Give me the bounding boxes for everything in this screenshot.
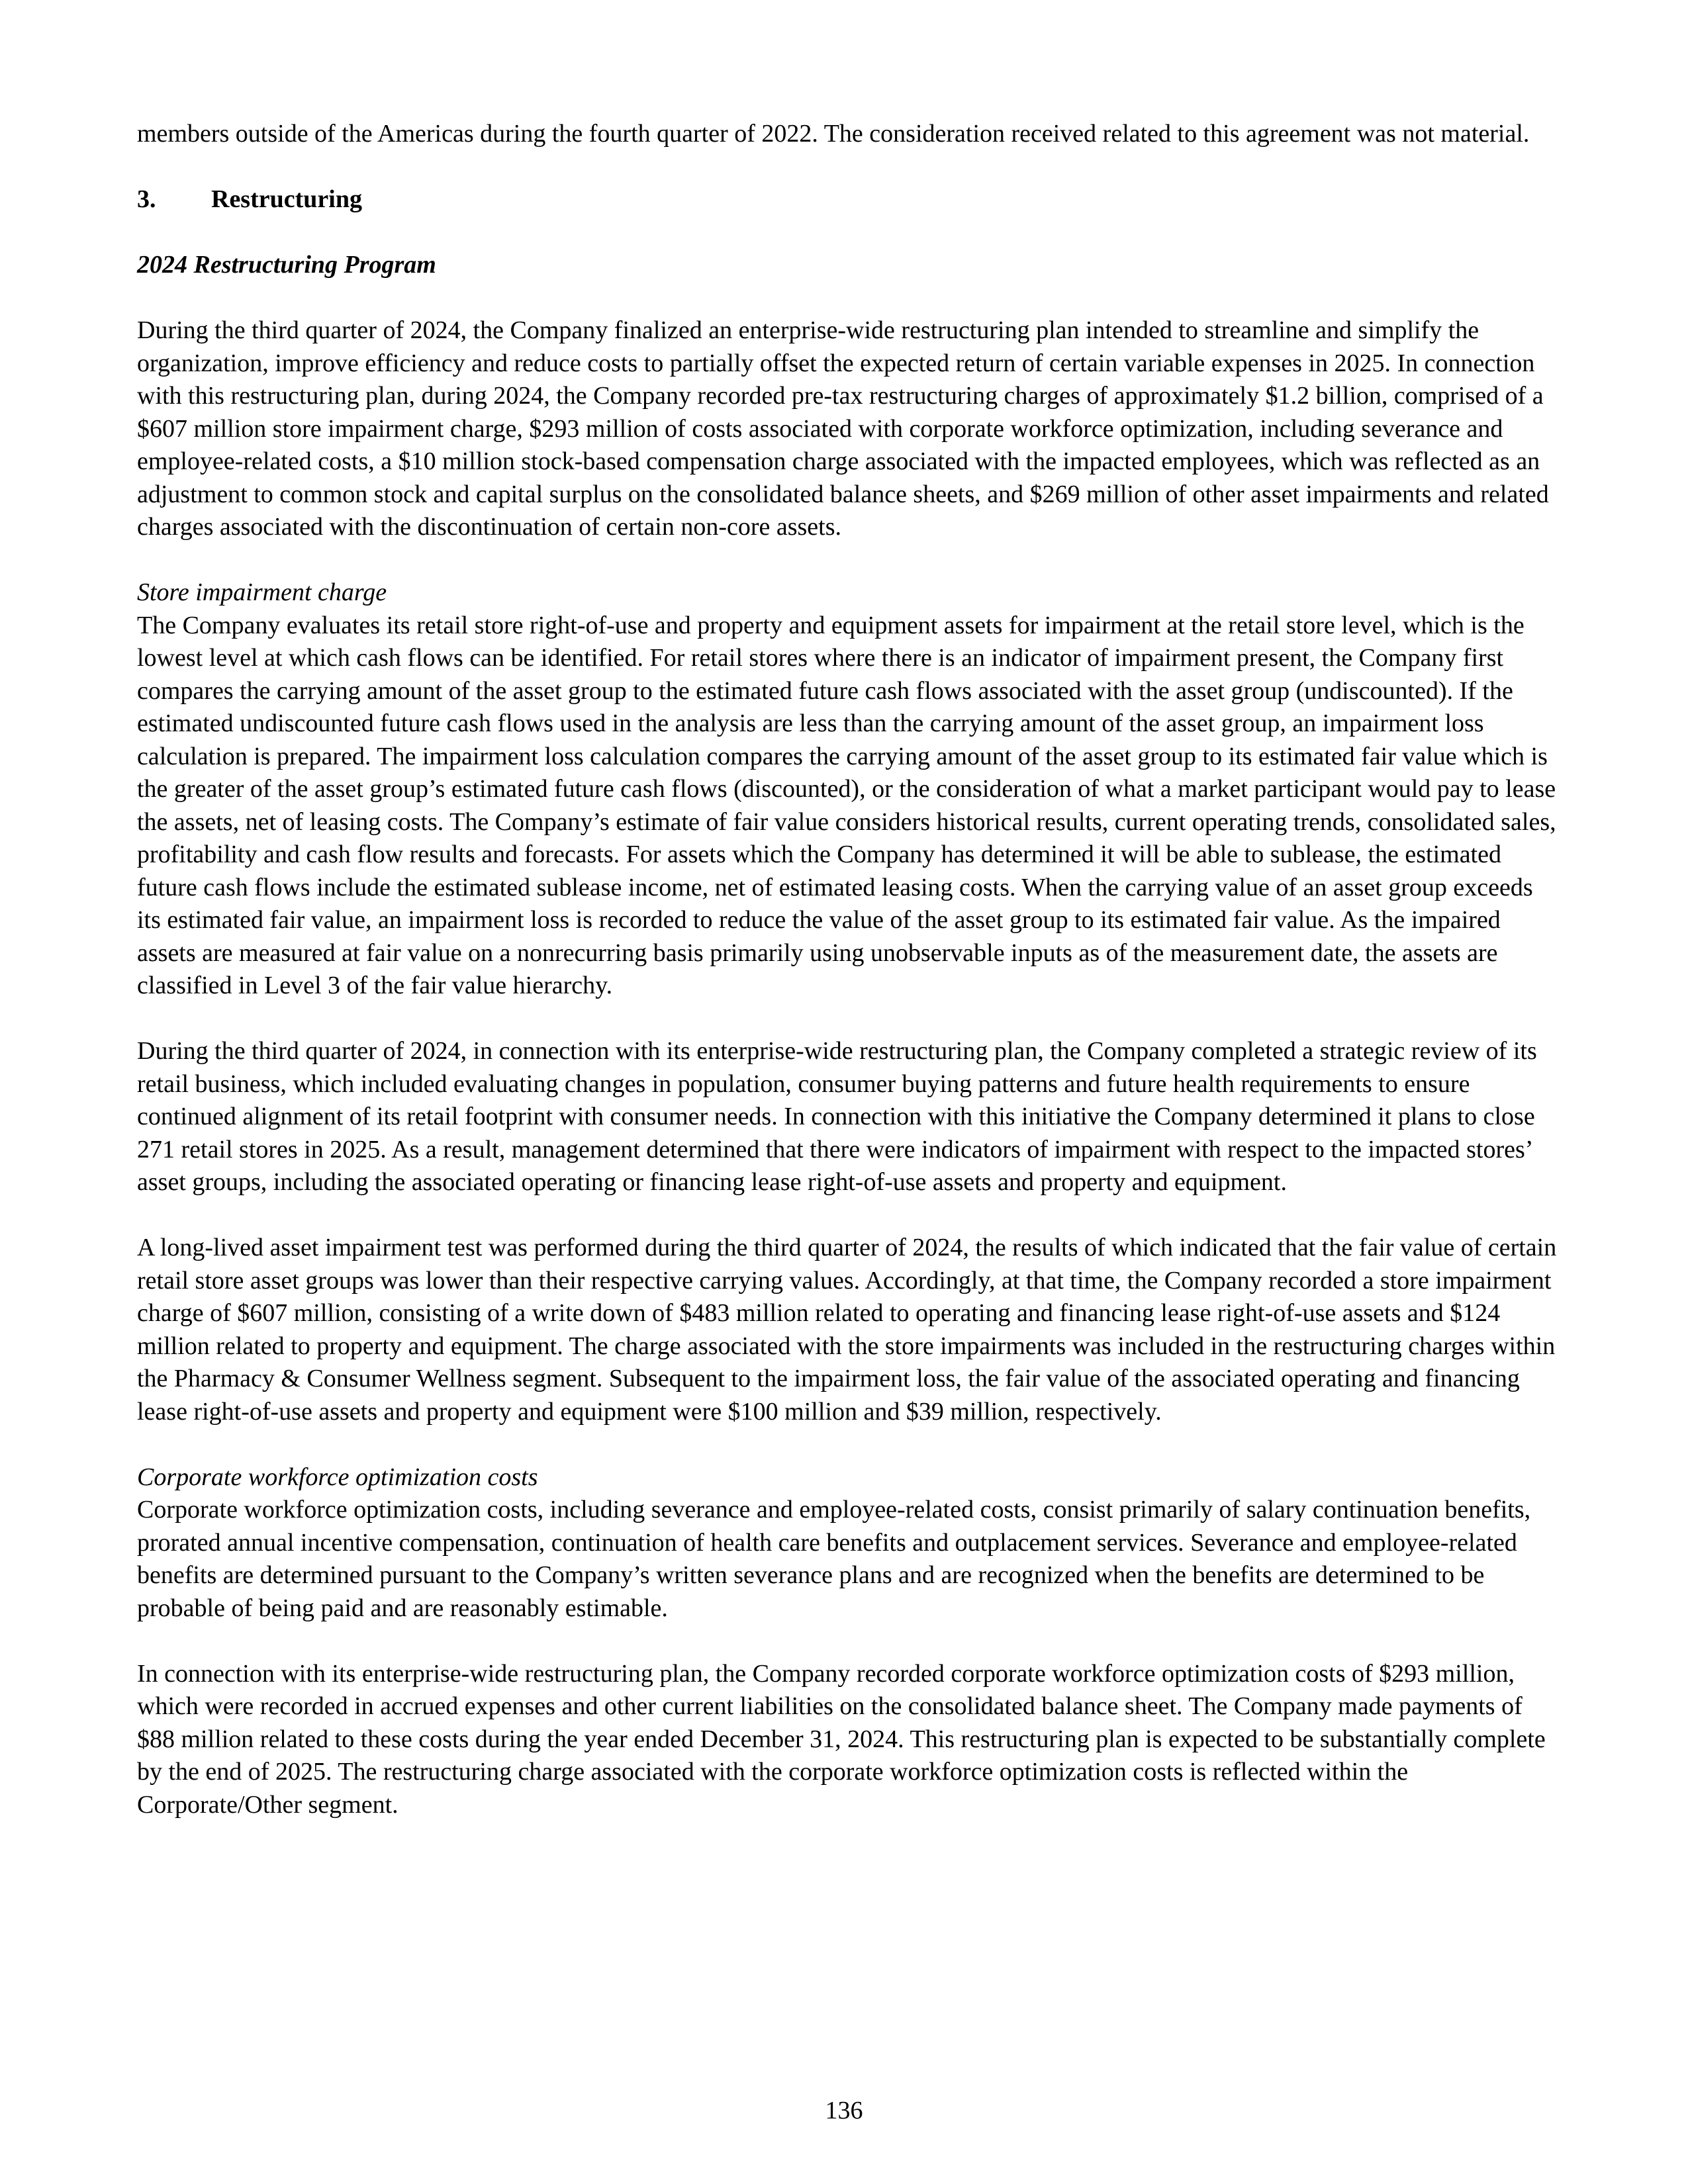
- section-number: 3.: [137, 185, 156, 213]
- program-paragraph: During the third quarter of 2024, the Company finalized an enterprise-wide restructuring plan intended to streamline and simplify the organization, improve efficiency and reduce costs to partially offset the expected return of certain variable expenses in 2025. In connection with this restructuring plan, during 2024, the Company recorded pre-tax restructuring charges of approximately $1.2 billion, comprised of a $607 million store impairment charge, $293 million of costs associated with corporate workforce optimization, including severance and employee-related costs, a $10 million stock-based compensation charge associated with the impacted employees, which was reflected as an adjustment to common stock and capital surplus on the consolidated balance sheets, and $269 million of other asset impairments and related charges associated with the discontinuation of certain non-core assets.: [137, 316, 1549, 541]
- section-heading: [137, 183, 1562, 216]
- section-title: Restructuring: [211, 185, 362, 213]
- program-title: 2024 Restructuring Program: [137, 251, 436, 279]
- page-content: [137, 118, 1562, 1854]
- store-impairment-heading: Store impairment charge: [137, 578, 387, 606]
- workforce-heading: Corporate workforce optimization costs: [137, 1463, 538, 1491]
- workforce-paragraph-2: In connection with its enterprise-wide restructuring plan, the Company recorded corporate workforce optimization costs of $293 million, which were recorded in accrued expenses and other current liabilities on the consolidated balance sheet. The Company made payments of $88 million related to these costs during the year ended December 31, 2024. This restructuring plan is expected to be substantially complete by the end of 2025. The restructuring charge associated with the corporate workforce optimization costs is reflected within the Corporate/Other segment.: [137, 1659, 1546, 1819]
- store-impairment-paragraph-1: The Company evaluates its retail store right-of-use and property and equipment assets for impairment at the retail store level, which is the lowest level at which cash flows can be identified. For retail stores where there is an indicator of impairment present, the Company first compares the carrying amount of the asset group to the estimated future cash flows associated with the asset group (undiscounted). If the estimated undiscounted future cash flows used in the analysis are less than the carrying amount of the asset group, an impairment loss calculation is prepared. The impairment loss calculation compares the carrying amount of the asset group to its estimated fair value which is the greater of the asset group’s estimated future cash flows (discounted), or the consideration of what a market participant would pay to lease the assets, net of leasing costs. The Company’s estimate of fair value considers historical results, current operating trends, consolidated sales, profitability and cash flow results and forecasts. For assets which the Company has determined it will be able to sublease, the estimated future cash flows include the estimated sublease income, net of estimated leasing costs. When the carrying value of an asset group exceeds its estimated fair value, an impairment loss is recorded to reduce the value of the asset group to its estimated fair value. As the impaired assets are measured at fair value on a nonrecurring basis primarily using unobservable inputs as of the measurement date, the assets are classified in Level 3 of the fair value hierarchy.: [137, 611, 1556, 999]
- store-impairment-paragraph-2: During the third quarter of 2024, in connection with its enterprise-wide restructuring plan, the Company completed a strategic review of its retail business, which included evaluating changes in population, consumer buying patterns and future health requirements to ensure continued alignment of its retail footprint with consumer needs. In connection with this initiative the Company determined it plans to close 271 retail stores in 2025. As a result, management determined that there were indicators of impairment with respect to the impacted stores’ asset groups, including the associated operating or financing lease right-of-use assets and property and equipment.: [137, 1037, 1537, 1196]
- page-number: 136: [825, 2097, 863, 2124]
- store-impairment-paragraph-3: A long-lived asset impairment test was performed during the third quarter of 2024, the results of which indicated that the fair value of certain retail store asset groups was lower than their respective carrying values. Accordingly, at that time, the Company recorded a store impairment charge of $607 million, consisting of a write down of $483 million related to operating and financing lease right-of-use assets and $124 million related to property and equipment. The charge associated with the store impairments was included in the restructuring charges within the Pharmacy & Consumer Wellness segment. Subsequent to the impairment loss, the fair value of the associated operating and financing lease right-of-use assets and property and equipment were $100 million and $39 million, respectively.: [137, 1234, 1557, 1426]
- intro-paragraph: members outside of the Americas during the fourth quarter of 2022. The consideration received related to this agreement was not material.: [137, 120, 1530, 148]
- workforce-paragraph-1: Corporate workforce optimization costs, including severance and employee-related costs, consist primarily of salary continuation benefits, prorated annual incentive compensation, continuation of health care benefits and outplacement services. Severance and employee-related benefits are determined pursuant to the Company’s written severance plans and are recognized when the benefits are determined to be probable of being paid and are reasonably estimable.: [137, 1496, 1531, 1622]
